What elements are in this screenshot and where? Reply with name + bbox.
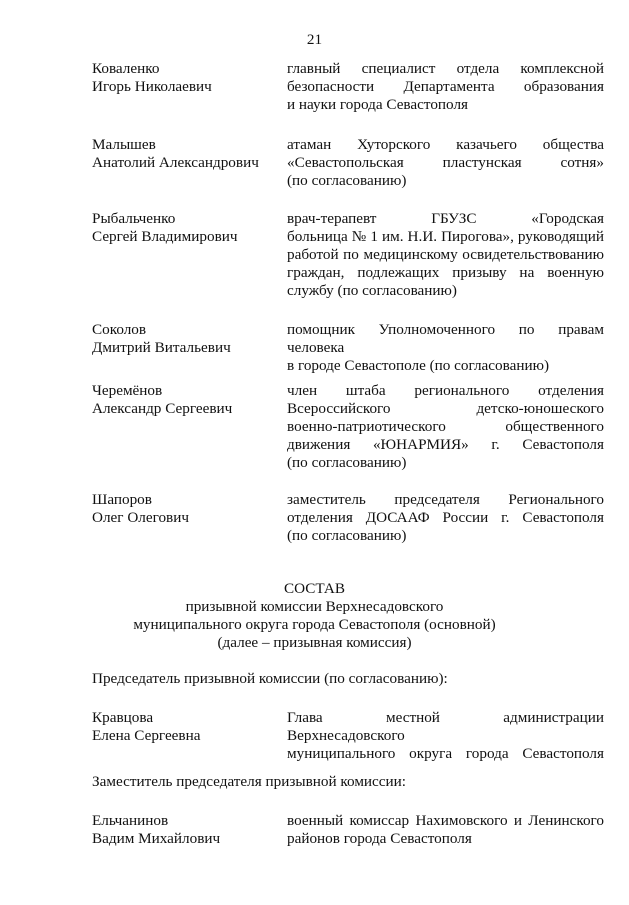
role-line: и науки города Севастополя xyxy=(287,96,469,113)
member-given-names: Олег Олегович xyxy=(92,509,189,526)
member-surname: Коваленко xyxy=(92,60,160,77)
member-role xyxy=(287,491,604,545)
role-line: член штаба регионального отделения xyxy=(287,382,604,399)
role-line: «Севастопольская пластунская сотня» xyxy=(287,154,604,171)
role-line: врач-терапевт ГБУЗС «Городская xyxy=(287,210,604,227)
role-line: помощник Уполномоченного по правам человека xyxy=(287,321,604,356)
role-line: заместитель председателя Регионального xyxy=(287,491,604,508)
deputy-role xyxy=(287,812,604,848)
member-given-names: Анатолий Александрович xyxy=(92,154,259,171)
role-line: больница № 1 им. Н.И. Пирогова», руководящий xyxy=(287,228,604,245)
member-given-names: Сергей Владимирович xyxy=(92,228,238,245)
member-name xyxy=(92,382,282,418)
role-line: работой по медицинскому освидетельствованию xyxy=(287,246,604,263)
composition-subtitle-line: (далее – призывная комиссия) xyxy=(217,634,412,651)
member-role xyxy=(287,136,604,190)
role-line: (по согласованию) xyxy=(287,454,407,471)
member-given-names: Игорь Николаевич xyxy=(92,78,212,95)
role-line: в городе Севастополе (по согласованию) xyxy=(287,357,549,374)
member-name xyxy=(92,136,282,172)
deputy-surname: Ельчанинов xyxy=(92,812,169,829)
member-surname: Малышев xyxy=(92,136,156,153)
member-name xyxy=(92,60,282,96)
chair-section-label: Председатель призывной комиссии (по согласованию): xyxy=(92,670,448,687)
deputy-name xyxy=(92,812,282,848)
member-name xyxy=(92,210,282,246)
member-surname: Черемёнов xyxy=(92,382,163,399)
member-role xyxy=(287,321,604,375)
role-line: районов города Севастополя xyxy=(287,830,472,847)
member-role xyxy=(287,382,604,472)
role-line: военный комиссар Нахимовского и Ленинского xyxy=(287,812,604,829)
member-name xyxy=(92,321,282,357)
role-line: безопасности Департамента образования xyxy=(287,78,604,95)
member-role xyxy=(287,60,604,114)
chair-surname: Кравцова xyxy=(92,709,154,726)
member-surname: Шапоров xyxy=(92,491,152,508)
composition-subtitle-line: муниципального округа города Севастополя (основной) xyxy=(133,616,496,633)
role-line: службу (по согласованию) xyxy=(287,282,457,299)
role-line: Всероссийского детско-юношеского xyxy=(287,400,604,417)
chair-name xyxy=(92,709,282,745)
role-line: главный специалист отдела комплексной xyxy=(287,60,604,77)
role-line: муниципального округа города Севастополя xyxy=(287,745,604,762)
role-line: Глава местной администрации Верхнесадовского xyxy=(287,709,604,744)
member-given-names: Дмитрий Витальевич xyxy=(92,339,231,356)
chair-role xyxy=(287,709,604,763)
member-name xyxy=(92,491,282,527)
role-line: граждан, подлежащих призыву на военную xyxy=(287,264,604,281)
deputy-section-label: Заместитель председателя призывной комиссии: xyxy=(92,773,407,790)
role-line: (по согласованию) xyxy=(287,527,407,544)
role-line: атаман Хуторского казачьего общества xyxy=(287,136,604,153)
chair-given-names: Елена Сергеевна xyxy=(92,727,201,744)
composition-title: СОСТАВ xyxy=(283,580,346,597)
role-line: (по согласованию) xyxy=(287,172,407,189)
role-line: движения «ЮНАРМИЯ» г. Севастополя xyxy=(287,436,604,453)
deputy-given-names: Вадим Михайлович xyxy=(92,830,221,847)
member-given-names: Александр Сергеевич xyxy=(92,400,233,417)
role-line: отделения ДОСААФ России г. Севастополя xyxy=(287,509,604,526)
composition-subtitle-line: призывной комиссии Верхнесадовского xyxy=(185,598,444,615)
member-role xyxy=(287,210,604,300)
composition-heading xyxy=(0,580,629,652)
role-line: военно-патриотического общественного xyxy=(287,418,604,435)
member-surname: Соколов xyxy=(92,321,147,338)
page-number: 21 xyxy=(306,31,323,48)
member-surname: Рыбальченко xyxy=(92,210,176,227)
